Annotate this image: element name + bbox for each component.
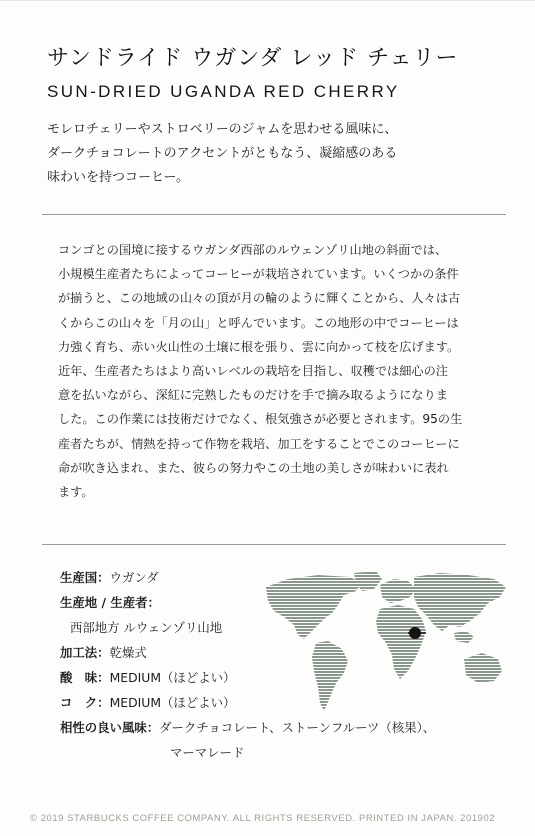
divider-top [42,214,506,215]
fact-pairing [60,718,435,738]
south-america-shape [312,641,348,711]
fact-country-value: ウガンダ [109,570,159,585]
intro-line: 味わいを持つコーヒー。 [47,170,189,185]
fact-body [60,693,235,713]
intro-line: ダークチョコレートのアクセントがともなう、凝縮感のある [47,146,398,161]
fact-separator: ： [97,670,110,685]
fact-process [60,643,147,663]
fact-separator: ： [147,595,160,610]
fact-separator: ： [97,695,110,710]
story-line: 意を払いながら、深紅に完熟したものだけを手で摘み取るようになりま [58,388,448,403]
story-line: 産者たちが、情熱を持って作物を栽培、加工をすることでこのコーヒーに [58,436,460,451]
product-title-japanese: サンドライド ウガンダ レッド チェリー [47,46,459,71]
fact-country-label: 生産国 [60,570,98,585]
world-map-icon [258,569,508,719]
fact-pairing-value-1: ダークチョコレート、ストーンフルーツ（核果）、 [159,720,436,735]
fact-region-value: 西部地方 ルウェンゾリ山地 [70,620,223,635]
fact-acidity-value: MEDIUM（ほどよい） [109,670,236,685]
fact-separator: ： [97,645,110,660]
fact-process-value: 乾燥式 [109,645,147,660]
fact-pairing-value-2: マーマレード [170,745,245,760]
fact-region-label: 生産地 / 生産者 [60,595,148,610]
australia-shape [464,653,502,683]
fact-country [60,568,159,588]
fact-acidity-label: 酸 味 [60,670,98,685]
north-america-shape [266,575,362,639]
story-line: コンゴとの国境に接するウガンダ西部のルウェンゾリ山地の斜面では、 [58,243,448,257]
story-line: した。この作業には技術だけでなく、根気強さが必要とされます。95の生 [58,412,463,427]
europe-shape [380,579,416,603]
fact-body-value: MEDIUM（ほどよい） [109,695,236,710]
story-line: が揃うと、この地域の山々の頂が月の輪のように輝くことから、人々は古 [58,291,461,306]
story-line: くからこの山々を「月の山」と呼んでいます。この地形の中でコーヒーは [58,315,459,330]
fact-separator: ： [97,570,110,585]
islands-shape [454,631,474,643]
intro-line: モレロチェリーやストロベリーのジャムを思わせる風味に、 [47,122,398,137]
copyright-footer: © 2019 STARBUCKS COFFEE COMPANY. ALL RIGHTS RESERVED. PRINTED IN JAPAN. 201902 [30,812,496,823]
story-line: 力強く育ち、赤い火山性の土壌に根を張り、雲に向かって枝を広げます。 [58,339,460,354]
world-map-graphic [258,569,508,719]
fact-process-label: 加工法 [60,645,98,660]
story-line: 小規模生産者たちによってコーヒーが栽培されています。いくつかの条件 [58,267,459,282]
divider-bottom [42,544,506,545]
flavor-intro [47,118,497,190]
product-title-english: SUN-DRIED UGANDA RED CHERRY [47,82,400,101]
fact-acidity [60,668,235,688]
continents [266,571,506,711]
origin-story [58,238,503,504]
africa-shape [376,605,426,679]
fact-region [60,593,160,613]
origin-marker-icon [409,627,421,639]
fact-separator: ： [146,720,160,735]
story-line: ます。 [58,485,94,500]
fact-pairing-label: 相性の良い風味 [60,720,147,735]
fact-body-label: コ ク [60,695,98,710]
fact-pairing-continued [170,743,244,763]
story-line: 命が吹き込まれ、また、彼らの努力やこの土地の美しさが味わいに表れ [58,460,449,475]
story-line: 近年、生産者たちはより高いレベルの栽培を目指し、収穫では細心の注 [58,364,448,379]
fact-region-value-row [70,618,222,638]
asia-shape [414,573,506,631]
